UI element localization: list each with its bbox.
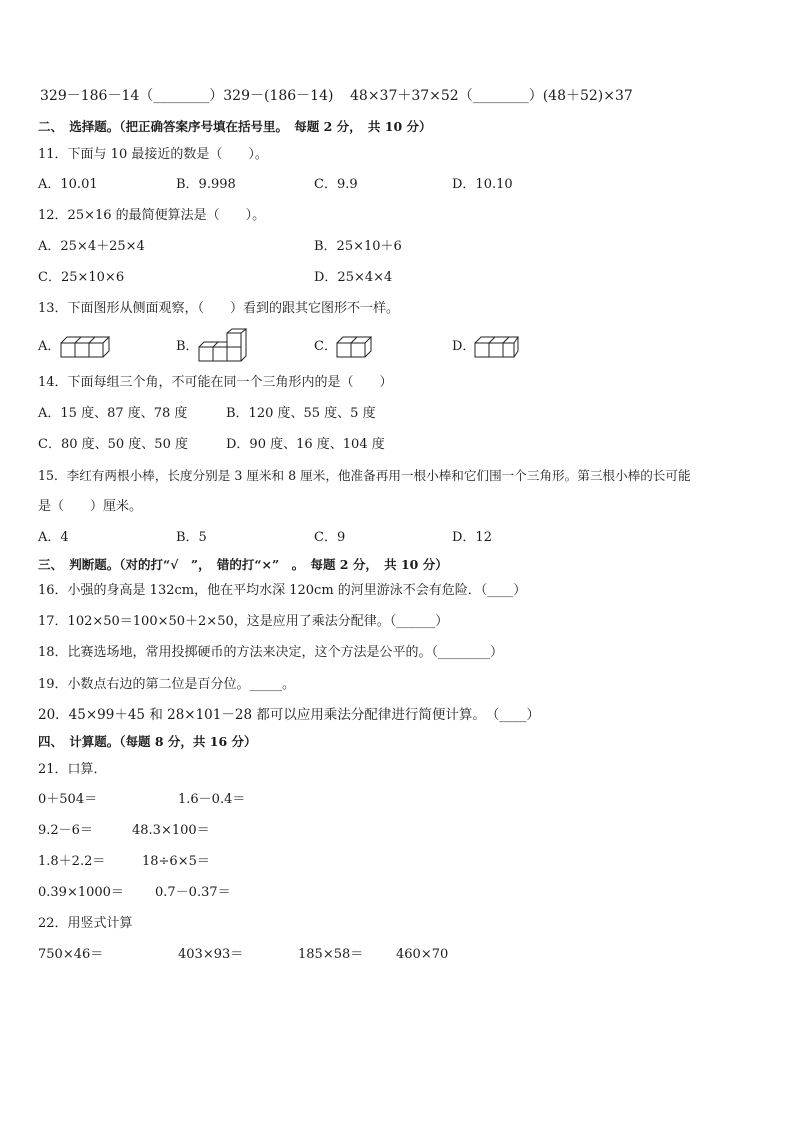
q13-option-b[interactable]: B． [176,339,199,354]
q14-stem: 14．下面每组三个角，不可能在同一个三角形内的是（ ） [38,375,393,390]
q21-item: 9.2－6＝ [38,823,93,838]
q13-cubes-b-icon [198,328,252,362]
compare-1-left: 329－186－14（ [40,88,154,104]
q11-option-a[interactable]: A．10.01 [38,177,98,192]
q12-stem: 12．25×16 的最简便算法是（ ）。 [38,208,266,223]
q14-option-c[interactable]: C．80 度、50 度、50 度 [38,437,188,452]
q22-title: 22．用竖式计算 [38,916,133,931]
q19: 19．小数点右边的第二位是百分位。_____。 [38,677,296,692]
q16: 16．小强的身高是 132cm，他在平均水深 120cm 的河里游泳不会有危险．（____） [38,583,527,598]
compare-2-right: ）(48＋52)×37 [528,88,633,104]
section-2-header: 二、 选择题。（把正确答案序号填在括号里。 每题 2 分， 共 10 分） [38,119,432,134]
compare-line-2 [350,87,633,105]
q12-option-b[interactable]: B．25×10＋6 [314,239,402,254]
q11-option-d[interactable]: D．10.10 [452,177,513,192]
q15-stem-line-2: 是（ ）厘米。 [38,499,143,514]
q17: 17．102×50＝100×50＋2×50，这是应用了乘法分配律。（______） [38,614,449,629]
q22-item: 403×93＝ [178,947,244,962]
q21-item: 48.3×100＝ [132,823,210,838]
q22-item: 460×70 [396,947,449,962]
q21-item: 1.8＋2.2＝ [38,854,106,869]
compare-1-blank[interactable]: ________ [153,88,210,104]
q13-cubes-d-icon [474,333,520,359]
q11-stem: 11．下面与 10 最接近的数是（ ）。 [38,147,268,162]
q21-title: 21．口算． [38,762,107,777]
q15-option-c[interactable]: C．9 [314,530,346,545]
q15-stem-line-1: 15．李红有两根小棒，长度分别是 3 厘米和 8 厘米，他准备再用一根小棒和它们围一个三角形。第三根小棒的长可能 [38,468,691,483]
q21-item: 0.7－0.37＝ [155,885,231,900]
q20: 20．45×99＋45 和 28×101－28 都可以应用乘法分配律进行简便计算。 （____） [38,707,540,723]
compare-2-left: 48×37＋37×52（ [350,88,473,104]
q21-item: 18÷6×5＝ [142,854,210,869]
q13-cubes-a-icon [60,333,112,359]
compare-1-right: ）329－(186－14) [209,88,334,104]
q14-option-a[interactable]: A．15 度、87 度、78 度 [38,406,188,421]
q21-item: 0＋504＝ [38,792,98,807]
q22-item: 750×46＝ [38,947,104,962]
q21-item: 1.6－0.4＝ [178,792,246,807]
q22-item: 185×58＝ [298,947,364,962]
q11-option-b[interactable]: B．9.998 [176,177,236,192]
q12-option-c[interactable]: C．25×10×6 [38,270,125,285]
q18: 18．比赛选场地，常用投掷硬币的方法来决定，这个方法是公平的。（________） [38,645,504,660]
q13-stem: 13．下面图形从侧面观察，（ ）看到的跟其它图形不一样。 [38,301,400,316]
section-4-header: 四、 计算题。（每题 8 分，共 16 分） [38,734,257,749]
q12-option-d[interactable]: D．25×4×4 [314,270,393,285]
q12-option-a[interactable]: A．25×4＋25×4 [38,239,145,254]
q13-option-d[interactable]: D． [452,339,476,354]
q15-option-a[interactable]: A．4 [38,530,69,545]
q14-option-b[interactable]: B．120 度、55 度、5 度 [226,406,376,421]
section-3-header: 三、 判断题。（对的打“√ ”， 错的打“×” 。 每题 2 分， 共 10 分） [38,557,448,572]
q13-option-c[interactable]: C． [314,339,337,354]
compare-line-1 [40,87,333,105]
q15-option-d[interactable]: D．12 [452,530,492,545]
q15-option-b[interactable]: B．5 [176,530,207,545]
compare-2-blank[interactable]: ________ [472,88,529,104]
q21-item: 0.39×1000＝ [38,885,124,900]
q13-cubes-c-icon [336,333,378,359]
q11-option-c[interactable]: C．9.9 [314,177,358,192]
q14-option-d[interactable]: D．90 度、16 度、104 度 [226,437,385,452]
q13-option-a[interactable]: A． [38,339,61,354]
